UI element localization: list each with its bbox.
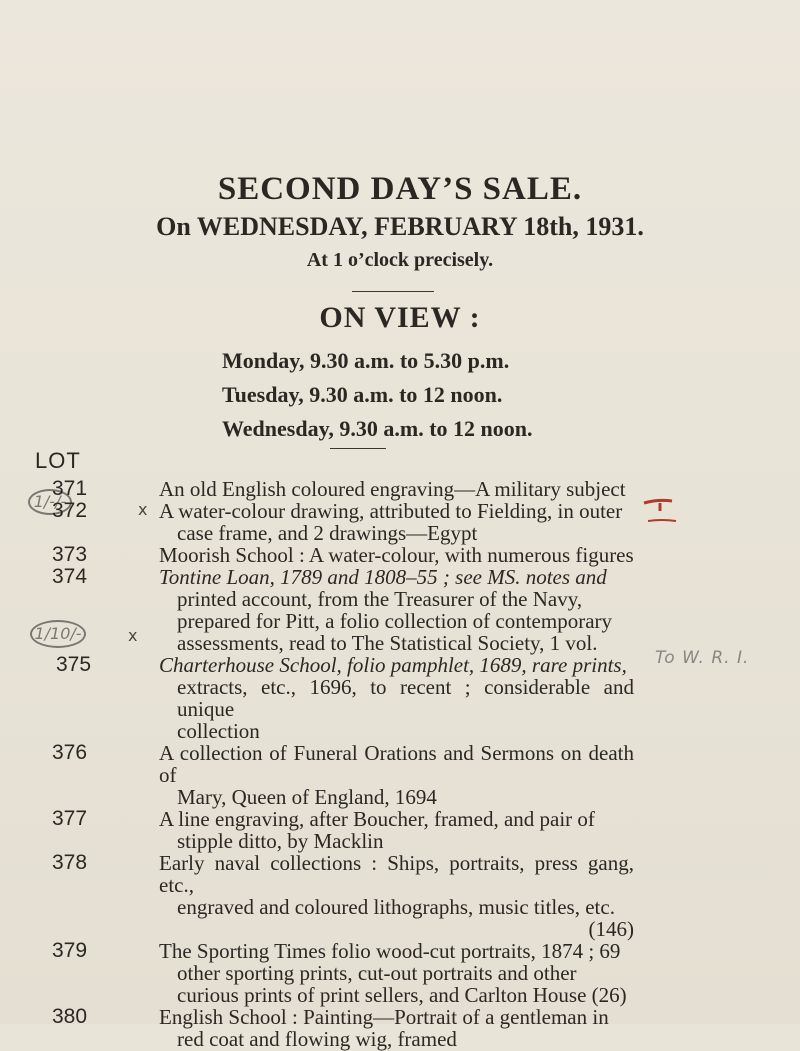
sale-time: At 1 o’clock precisely.	[306, 249, 494, 271]
lot-number: 378	[52, 851, 88, 874]
lot-line: A collection of Funeral Orations and Sermons on death of	[159, 741, 634, 787]
viewing-divider	[330, 448, 386, 449]
price-annotation-text: 1/-/-	[33, 492, 67, 511]
lot-line: English School : Painting—Portrait of a gentleman in	[159, 1005, 609, 1029]
lot-line: prepared for Pitt, a folio collection of contemporary	[177, 609, 613, 633]
viewing-times	[222, 344, 533, 446]
lot-line: Mary, Queen of England, 1694	[177, 785, 437, 809]
lot-description	[159, 742, 634, 808]
lot-number: 379	[52, 939, 88, 962]
lot-list	[0, 478, 800, 1050]
lot-line: assessments, read to The Statistical Society, 1 vol.	[177, 631, 598, 655]
sale-date: On WEDNESDAY, FEBRUARY 18th, 1931.	[156, 212, 644, 241]
x-mark-375: x	[128, 626, 138, 645]
lot-line: The Sporting Times folio wood-cut portraits, 1874 ; 69	[159, 939, 621, 963]
lot-380	[0, 1006, 800, 1050]
lot-description	[159, 1006, 634, 1050]
sale-header	[0, 170, 800, 272]
lot-line: An old English coloured engraving—A military subject	[159, 477, 626, 501]
lot-number: 375	[56, 653, 92, 676]
header-divider	[352, 291, 434, 292]
lot-372	[0, 500, 800, 544]
lot-375	[0, 654, 800, 742]
lot-line: other sporting prints, cut-out portraits and other	[177, 961, 577, 985]
lot-description	[159, 940, 634, 1006]
lot-description	[159, 808, 634, 852]
lot-line: Charterhouse School, folio pamphlet, 1689, rare prints,	[159, 653, 627, 677]
lot-373	[0, 544, 800, 566]
lot-377	[0, 808, 800, 852]
lot-number: 374	[52, 565, 88, 588]
lot-line: curious prints of print sellers, and Carlton House (26)	[177, 983, 627, 1007]
viewing-time-wednesday: Wednesday, 9.30 a.m. to 12 noon.	[222, 416, 533, 441]
lot-378	[0, 852, 800, 940]
lot-description	[159, 566, 634, 654]
on-view-heading: ON VIEW :	[319, 301, 481, 334]
lot-number: 376	[52, 741, 88, 764]
lot-description	[159, 852, 634, 940]
lot-description	[159, 654, 634, 742]
lot-379	[0, 940, 800, 1006]
viewing-time-monday: Monday, 9.30 a.m. to 5.30 p.m.	[222, 348, 510, 373]
margin-note: To W. R. I.	[655, 648, 750, 668]
lot-line: printed account, from the Treasurer of the Navy,	[177, 587, 583, 611]
lot-line: collection	[177, 719, 260, 743]
lot-number: 380	[52, 1005, 88, 1028]
lot-376	[0, 742, 800, 808]
sale-title: SECOND DAY’S SALE.	[217, 171, 583, 207]
lot-description	[159, 544, 634, 566]
x-mark-372: x	[138, 500, 148, 519]
lot-line: extracts, etc., 1696, to recent ; considerable and unique	[177, 675, 634, 721]
lot-number: 371	[52, 477, 88, 500]
lot-line: Early naval collections : Ships, portraits, press gang, etc.,	[159, 851, 634, 897]
lot-line: case frame, and 2 drawings—Egypt	[177, 521, 478, 545]
price-annotation-text: 1/10/-	[34, 624, 82, 643]
lot-column-heading: LOT	[35, 448, 81, 473]
lot-number: 372	[52, 499, 88, 522]
lot-371	[0, 478, 800, 500]
lot-line: Moorish School : A water-colour, with numerous figures	[159, 543, 634, 567]
lot-number: 373	[52, 543, 88, 566]
lot-line: stipple ditto, by Macklin	[177, 829, 384, 853]
viewing-time-tuesday: Tuesday, 9.30 a.m. to 12 noon.	[222, 382, 503, 407]
lot-line: red coat and flowing wig, framed	[177, 1027, 457, 1051]
lot-number: 377	[52, 807, 88, 830]
lot-item-count: (146)	[588, 917, 634, 941]
lot-line: A line engraving, after Boucher, framed, and pair of	[159, 807, 595, 831]
lot-description	[159, 478, 634, 500]
lot-374	[0, 566, 800, 654]
lot-line: Tontine Loan, 1789 and 1808–55 ; see MS. notes and	[159, 565, 607, 589]
lot-line: engraved and coloured lithographs, music titles, etc.	[177, 895, 615, 919]
lot-description	[159, 500, 634, 544]
lot-line: A water-colour drawing, attributed to Fielding, in outer	[159, 499, 623, 523]
